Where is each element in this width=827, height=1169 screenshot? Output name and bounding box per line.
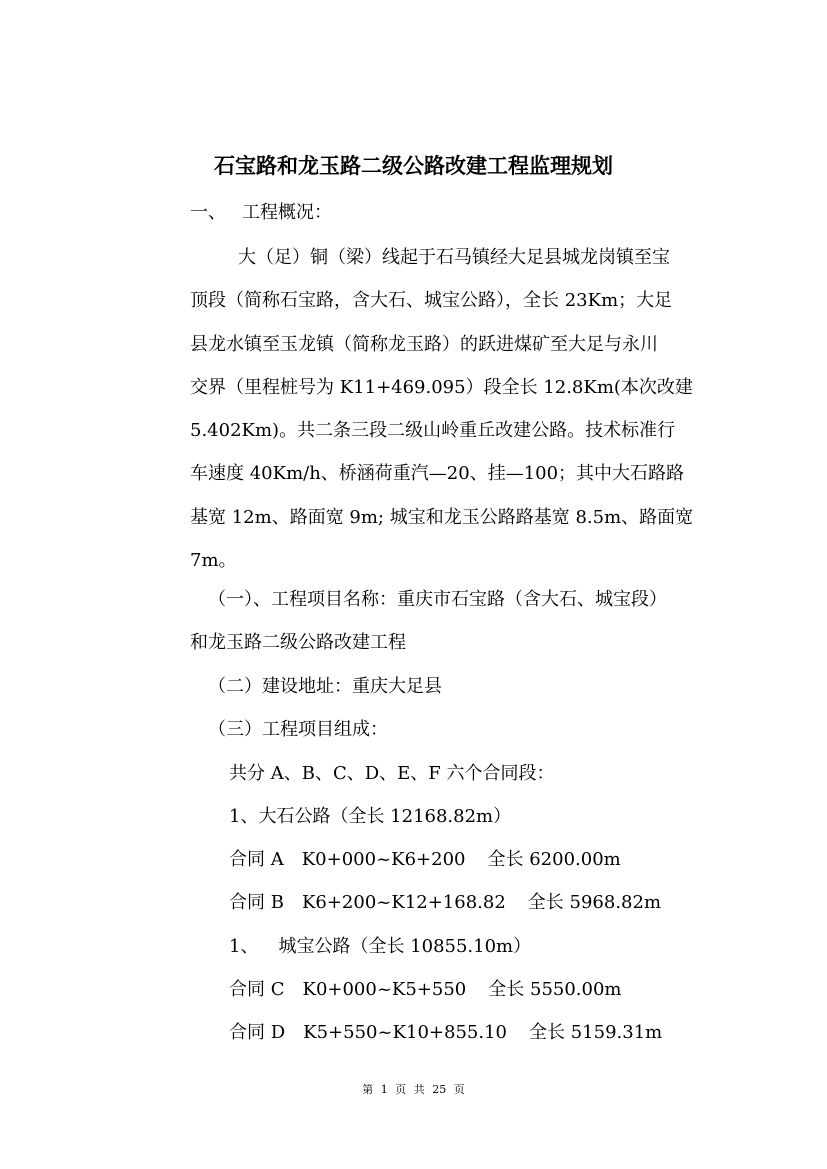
contract-range: K5+550~K10+855.10 — [303, 1022, 507, 1043]
contract-c-row — [229, 975, 622, 1005]
overview-line: 5.402Km)。共二条三段二级山岭重丘改建公路。技术标准行 — [190, 420, 676, 442]
contract-length: 全长 5968.82m — [527, 892, 662, 913]
overview-line: 县龙水镇至玉龙镇（简称龙玉路）的跃进煤矿至大足与永川 — [190, 333, 658, 355]
project-name-line1: （一）、工程项目名称：重庆市石宝路（含大石、城宝段） — [208, 589, 667, 610]
contract-b-row — [229, 888, 661, 918]
construction-site: （二）建设地址：重庆大足县 — [208, 676, 442, 697]
contract-range: K0+000~K6+200 — [301, 849, 466, 870]
document-title: 石宝路和龙玉路二级公路改建工程监理规划 — [214, 153, 613, 178]
contract-range: K6+200~K12+168.82 — [301, 892, 506, 913]
section-heading — [190, 198, 332, 228]
road-number: 1、 — [229, 936, 259, 957]
overview-line: 顶段（简称石宝路，含大石、城宝公路），全长 23Km；大足 — [190, 290, 673, 312]
project-name-line2: 和龙玉路二级公路改建工程 — [190, 632, 406, 653]
contract-name: 合同 C — [229, 979, 285, 1000]
road-chengbao — [229, 932, 531, 962]
contract-name: 合同 D — [229, 1022, 286, 1043]
contract-d-row — [229, 1018, 662, 1048]
section-number: 一、 — [190, 202, 226, 223]
road-dashi: 1、大石公路（全长 12168.82m） — [229, 806, 512, 827]
road-label: 城宝公路（全长 10855.10m） — [278, 936, 532, 957]
page-footer: 第 1 页 共 25 页 — [362, 1083, 465, 1096]
contract-length: 全长 5159.31m — [529, 1022, 663, 1043]
overview-line: 交界（里程桩号为 K11+469.095）段全长 12.8Km(本次改建 — [190, 376, 693, 398]
contracts-intro: 共分 A、B、C、D、E、F 六个合同段： — [229, 763, 555, 784]
overview-line: 基宽 12m、路面宽 9m; 城宝和龙玉公路路基宽 8.5m、路面宽 — [190, 506, 694, 528]
overview-line: 大（足）铜（梁）线起于石马镇经大足县城龙岗镇至宝 — [238, 247, 670, 268]
contract-range: K0+000~K5+550 — [302, 979, 467, 1000]
contract-length: 全长 6200.00m — [487, 849, 621, 870]
overview-line: 7m。 — [190, 550, 237, 572]
project-composition: （三）工程项目组成： — [208, 719, 388, 740]
contract-length: 全长 5550.00m — [488, 979, 622, 1000]
overview-line: 车速度 40Km/h、桥涵荷重汽—20、挂—100；其中大石路路 — [190, 463, 685, 485]
contract-name: 合同 B — [229, 892, 284, 913]
contract-name: 合同 A — [229, 849, 284, 870]
contract-a-row — [229, 845, 621, 875]
section-label: 工程概况： — [242, 202, 332, 223]
overview-paragraph — [190, 236, 702, 582]
